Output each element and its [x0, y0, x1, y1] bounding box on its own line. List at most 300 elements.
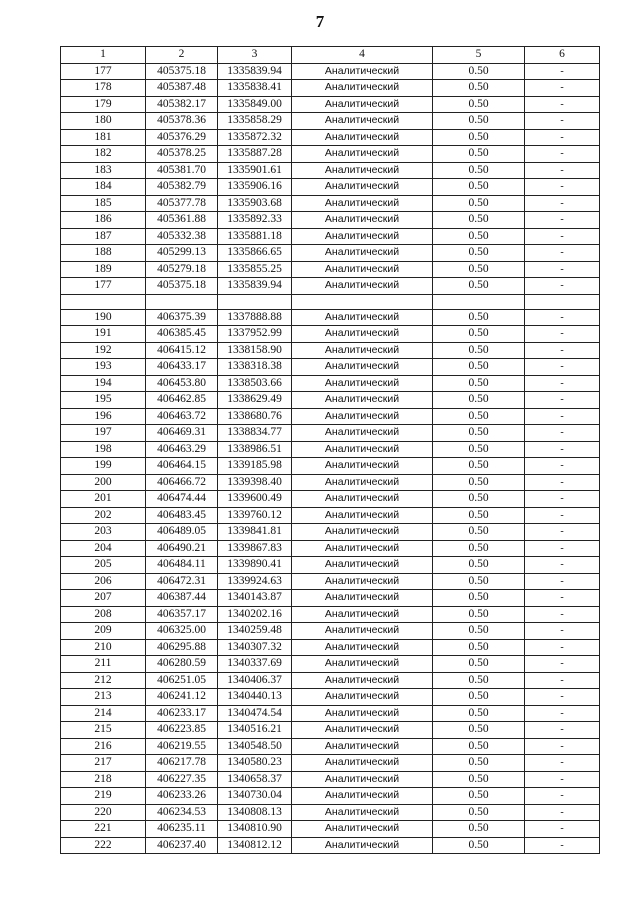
- header-cell: 5: [433, 47, 525, 64]
- table-row: [61, 212, 600, 229]
- x-coordinate-cell: 406463.29: [146, 441, 218, 458]
- note-cell: -: [525, 821, 600, 838]
- y-coordinate-cell: 1338629.49: [218, 392, 292, 409]
- method-cell: Аналитический: [292, 837, 433, 854]
- table-row: [61, 326, 600, 343]
- error-cell: 0.50: [433, 524, 525, 541]
- table-row: [61, 261, 600, 278]
- error-cell: 0.50: [433, 623, 525, 640]
- empty-cell: [218, 294, 292, 309]
- y-coordinate-cell: 1339185.98: [218, 458, 292, 475]
- x-coordinate-cell: 405382.79: [146, 179, 218, 196]
- y-coordinate-cell: 1339398.40: [218, 474, 292, 491]
- y-coordinate-cell: 1339600.49: [218, 491, 292, 508]
- method-cell: Аналитический: [292, 672, 433, 689]
- point-number-cell: 199: [61, 458, 146, 475]
- y-coordinate-cell: 1340810.90: [218, 821, 292, 838]
- method-cell: Аналитический: [292, 228, 433, 245]
- table-row: [61, 80, 600, 97]
- x-coordinate-cell: 406462.85: [146, 392, 218, 409]
- method-cell: Аналитический: [292, 342, 433, 359]
- x-coordinate-cell: 406463.72: [146, 408, 218, 425]
- y-coordinate-cell: 1340548.50: [218, 738, 292, 755]
- error-cell: 0.50: [433, 788, 525, 805]
- x-coordinate-cell: 406219.55: [146, 738, 218, 755]
- table-row: [61, 804, 600, 821]
- table-row: [61, 342, 600, 359]
- table-row: [61, 491, 600, 508]
- point-number-cell: 188: [61, 245, 146, 262]
- error-cell: 0.50: [433, 309, 525, 326]
- point-number-cell: 219: [61, 788, 146, 805]
- table-row: [61, 195, 600, 212]
- table-row: [61, 590, 600, 607]
- error-cell: 0.50: [433, 573, 525, 590]
- point-number-cell: 178: [61, 80, 146, 97]
- method-cell: Аналитический: [292, 755, 433, 772]
- coordinates-table: [60, 46, 600, 854]
- x-coordinate-cell: 405332.38: [146, 228, 218, 245]
- x-coordinate-cell: 406464.15: [146, 458, 218, 475]
- error-cell: 0.50: [433, 821, 525, 838]
- method-cell: Аналитический: [292, 441, 433, 458]
- table-row: [61, 672, 600, 689]
- point-number-cell: 187: [61, 228, 146, 245]
- method-cell: Аналитический: [292, 524, 433, 541]
- y-coordinate-cell: 1340474.54: [218, 705, 292, 722]
- note-cell: -: [525, 590, 600, 607]
- page-number: 7: [315, 12, 325, 31]
- x-coordinate-cell: 406295.88: [146, 639, 218, 656]
- point-number-cell: 186: [61, 212, 146, 229]
- x-coordinate-cell: 406223.85: [146, 722, 218, 739]
- table-row: [61, 788, 600, 805]
- note-cell: -: [525, 278, 600, 295]
- error-cell: 0.50: [433, 491, 525, 508]
- method-cell: Аналитический: [292, 129, 433, 146]
- x-coordinate-cell: 405299.13: [146, 245, 218, 262]
- table-row: [61, 408, 600, 425]
- note-cell: -: [525, 837, 600, 854]
- method-cell: Аналитический: [292, 689, 433, 706]
- error-cell: 0.50: [433, 507, 525, 524]
- point-number-cell: 217: [61, 755, 146, 772]
- x-coordinate-cell: 406433.17: [146, 359, 218, 376]
- point-number-cell: 192: [61, 342, 146, 359]
- point-number-cell: 214: [61, 705, 146, 722]
- error-cell: 0.50: [433, 113, 525, 130]
- point-number-cell: 203: [61, 524, 146, 541]
- method-cell: Аналитический: [292, 458, 433, 475]
- method-cell: Аналитический: [292, 392, 433, 409]
- point-number-cell: 189: [61, 261, 146, 278]
- error-cell: 0.50: [433, 606, 525, 623]
- table-row: [61, 507, 600, 524]
- header-cell: 1: [61, 47, 146, 64]
- note-cell: -: [525, 573, 600, 590]
- note-cell: -: [525, 441, 600, 458]
- note-cell: -: [525, 474, 600, 491]
- method-cell: Аналитический: [292, 278, 433, 295]
- note-cell: -: [525, 113, 600, 130]
- table-row: [61, 573, 600, 590]
- error-cell: 0.50: [433, 425, 525, 442]
- method-cell: Аналитический: [292, 623, 433, 640]
- table-row: [61, 524, 600, 541]
- x-coordinate-cell: 405376.29: [146, 129, 218, 146]
- error-cell: 0.50: [433, 639, 525, 656]
- point-number-cell: 218: [61, 771, 146, 788]
- point-number-cell: 196: [61, 408, 146, 425]
- y-coordinate-cell: 1335866.65: [218, 245, 292, 262]
- x-coordinate-cell: 406233.17: [146, 705, 218, 722]
- point-number-cell: 180: [61, 113, 146, 130]
- y-coordinate-cell: 1340808.13: [218, 804, 292, 821]
- note-cell: -: [525, 524, 600, 541]
- note-cell: -: [525, 804, 600, 821]
- table-row: [61, 278, 600, 295]
- error-cell: 0.50: [433, 689, 525, 706]
- note-cell: -: [525, 162, 600, 179]
- empty-cell: [61, 294, 146, 309]
- error-cell: 0.50: [433, 80, 525, 97]
- y-coordinate-cell: 1340202.16: [218, 606, 292, 623]
- note-cell: -: [525, 359, 600, 376]
- x-coordinate-cell: 406375.39: [146, 309, 218, 326]
- y-coordinate-cell: 1338680.76: [218, 408, 292, 425]
- method-cell: Аналитический: [292, 63, 433, 80]
- x-coordinate-cell: 406217.78: [146, 755, 218, 772]
- x-coordinate-cell: 405378.25: [146, 146, 218, 163]
- error-cell: 0.50: [433, 261, 525, 278]
- note-cell: -: [525, 458, 600, 475]
- header-cell: 4: [292, 47, 433, 64]
- x-coordinate-cell: 405375.18: [146, 278, 218, 295]
- table-row: [61, 392, 600, 409]
- table-row: [61, 557, 600, 574]
- error-cell: 0.50: [433, 212, 525, 229]
- x-coordinate-cell: 406385.45: [146, 326, 218, 343]
- method-cell: Аналитический: [292, 491, 433, 508]
- table-row: [61, 309, 600, 326]
- point-number-cell: 179: [61, 96, 146, 113]
- method-cell: Аналитический: [292, 113, 433, 130]
- group-separator-row: [61, 294, 600, 309]
- y-coordinate-cell: 1338318.38: [218, 359, 292, 376]
- point-number-cell: 210: [61, 639, 146, 656]
- x-coordinate-cell: 405279.18: [146, 261, 218, 278]
- table-row: [61, 441, 600, 458]
- x-coordinate-cell: 406490.21: [146, 540, 218, 557]
- x-coordinate-cell: 406474.44: [146, 491, 218, 508]
- x-coordinate-cell: 406357.17: [146, 606, 218, 623]
- table-row: [61, 606, 600, 623]
- table-row: [61, 96, 600, 113]
- table-row: [61, 771, 600, 788]
- error-cell: 0.50: [433, 278, 525, 295]
- x-coordinate-cell: 406233.26: [146, 788, 218, 805]
- table-body: [61, 63, 600, 854]
- note-cell: -: [525, 228, 600, 245]
- point-number-cell: 222: [61, 837, 146, 854]
- method-cell: Аналитический: [292, 375, 433, 392]
- error-cell: 0.50: [433, 245, 525, 262]
- method-cell: Аналитический: [292, 326, 433, 343]
- error-cell: 0.50: [433, 375, 525, 392]
- y-coordinate-cell: 1340406.37: [218, 672, 292, 689]
- note-cell: -: [525, 738, 600, 755]
- x-coordinate-cell: 406227.35: [146, 771, 218, 788]
- point-number-cell: 211: [61, 656, 146, 673]
- note-cell: -: [525, 491, 600, 508]
- point-number-cell: 190: [61, 309, 146, 326]
- error-cell: 0.50: [433, 705, 525, 722]
- point-number-cell: 221: [61, 821, 146, 838]
- method-cell: Аналитический: [292, 309, 433, 326]
- error-cell: 0.50: [433, 804, 525, 821]
- method-cell: Аналитический: [292, 179, 433, 196]
- point-number-cell: 183: [61, 162, 146, 179]
- note-cell: -: [525, 63, 600, 80]
- table-row: [61, 738, 600, 755]
- note-cell: -: [525, 722, 600, 739]
- method-cell: Аналитический: [292, 474, 433, 491]
- method-cell: Аналитический: [292, 788, 433, 805]
- table-row: [61, 458, 600, 475]
- note-cell: -: [525, 326, 600, 343]
- x-coordinate-cell: 406453.80: [146, 375, 218, 392]
- empty-cell: [525, 294, 600, 309]
- table-row: [61, 228, 600, 245]
- table-row: [61, 474, 600, 491]
- table-row: [61, 162, 600, 179]
- point-number-cell: 185: [61, 195, 146, 212]
- table-row: [61, 245, 600, 262]
- table-row: [61, 375, 600, 392]
- note-cell: -: [525, 212, 600, 229]
- table-header-row: [61, 47, 600, 64]
- point-number-cell: 216: [61, 738, 146, 755]
- note-cell: -: [525, 80, 600, 97]
- point-number-cell: 202: [61, 507, 146, 524]
- note-cell: -: [525, 623, 600, 640]
- y-coordinate-cell: 1340440.13: [218, 689, 292, 706]
- method-cell: Аналитический: [292, 656, 433, 673]
- y-coordinate-cell: 1337952.99: [218, 326, 292, 343]
- point-number-cell: 200: [61, 474, 146, 491]
- error-cell: 0.50: [433, 738, 525, 755]
- method-cell: Аналитический: [292, 507, 433, 524]
- point-number-cell: 177: [61, 278, 146, 295]
- method-cell: Аналитический: [292, 705, 433, 722]
- table-row: [61, 63, 600, 80]
- y-coordinate-cell: 1335872.32: [218, 129, 292, 146]
- x-coordinate-cell: 405378.36: [146, 113, 218, 130]
- y-coordinate-cell: 1335901.61: [218, 162, 292, 179]
- method-cell: Аналитический: [292, 146, 433, 163]
- table-row: [61, 656, 600, 673]
- y-coordinate-cell: 1340730.04: [218, 788, 292, 805]
- x-coordinate-cell: 405387.48: [146, 80, 218, 97]
- y-coordinate-cell: 1339867.83: [218, 540, 292, 557]
- table-row: [61, 837, 600, 854]
- note-cell: -: [525, 656, 600, 673]
- y-coordinate-cell: 1339760.12: [218, 507, 292, 524]
- header-cell: 3: [218, 47, 292, 64]
- point-number-cell: 208: [61, 606, 146, 623]
- y-coordinate-cell: 1335839.94: [218, 63, 292, 80]
- point-number-cell: 220: [61, 804, 146, 821]
- table-row: [61, 639, 600, 656]
- table-row: [61, 755, 600, 772]
- x-coordinate-cell: 406415.12: [146, 342, 218, 359]
- point-number-cell: 177: [61, 63, 146, 80]
- note-cell: -: [525, 342, 600, 359]
- error-cell: 0.50: [433, 557, 525, 574]
- point-number-cell: 215: [61, 722, 146, 739]
- method-cell: Аналитический: [292, 96, 433, 113]
- point-number-cell: 197: [61, 425, 146, 442]
- y-coordinate-cell: 1338834.77: [218, 425, 292, 442]
- note-cell: -: [525, 195, 600, 212]
- x-coordinate-cell: 406325.00: [146, 623, 218, 640]
- empty-cell: [292, 294, 433, 309]
- error-cell: 0.50: [433, 590, 525, 607]
- error-cell: 0.50: [433, 656, 525, 673]
- x-coordinate-cell: 406237.40: [146, 837, 218, 854]
- point-number-cell: 198: [61, 441, 146, 458]
- y-coordinate-cell: 1340580.23: [218, 755, 292, 772]
- table-row: [61, 705, 600, 722]
- y-coordinate-cell: 1335858.29: [218, 113, 292, 130]
- y-coordinate-cell: 1339890.41: [218, 557, 292, 574]
- note-cell: -: [525, 146, 600, 163]
- y-coordinate-cell: 1339841.81: [218, 524, 292, 541]
- x-coordinate-cell: 405361.88: [146, 212, 218, 229]
- method-cell: Аналитический: [292, 606, 433, 623]
- point-number-cell: 184: [61, 179, 146, 196]
- method-cell: Аналитический: [292, 261, 433, 278]
- note-cell: -: [525, 507, 600, 524]
- y-coordinate-cell: 1337888.88: [218, 309, 292, 326]
- y-coordinate-cell: 1338986.51: [218, 441, 292, 458]
- method-cell: Аналитический: [292, 573, 433, 590]
- method-cell: Аналитический: [292, 162, 433, 179]
- error-cell: 0.50: [433, 771, 525, 788]
- y-coordinate-cell: 1340307.32: [218, 639, 292, 656]
- table-row: [61, 540, 600, 557]
- point-number-cell: 181: [61, 129, 146, 146]
- point-number-cell: 194: [61, 375, 146, 392]
- x-coordinate-cell: 406251.05: [146, 672, 218, 689]
- method-cell: Аналитический: [292, 425, 433, 442]
- table-row: [61, 689, 600, 706]
- error-cell: 0.50: [433, 408, 525, 425]
- note-cell: -: [525, 179, 600, 196]
- point-number-cell: 182: [61, 146, 146, 163]
- y-coordinate-cell: 1339924.63: [218, 573, 292, 590]
- error-cell: 0.50: [433, 228, 525, 245]
- x-coordinate-cell: 406387.44: [146, 590, 218, 607]
- y-coordinate-cell: 1340337.69: [218, 656, 292, 673]
- method-cell: Аналитический: [292, 212, 433, 229]
- method-cell: Аналитический: [292, 590, 433, 607]
- point-number-cell: 207: [61, 590, 146, 607]
- note-cell: -: [525, 540, 600, 557]
- x-coordinate-cell: 406466.72: [146, 474, 218, 491]
- y-coordinate-cell: 1335849.00: [218, 96, 292, 113]
- error-cell: 0.50: [433, 672, 525, 689]
- point-number-cell: 195: [61, 392, 146, 409]
- x-coordinate-cell: 405377.78: [146, 195, 218, 212]
- y-coordinate-cell: 1338503.66: [218, 375, 292, 392]
- error-cell: 0.50: [433, 63, 525, 80]
- note-cell: -: [525, 639, 600, 656]
- y-coordinate-cell: 1335887.28: [218, 146, 292, 163]
- method-cell: Аналитический: [292, 359, 433, 376]
- point-number-cell: 209: [61, 623, 146, 640]
- y-coordinate-cell: 1335855.25: [218, 261, 292, 278]
- header-cell: 2: [146, 47, 218, 64]
- method-cell: Аналитический: [292, 245, 433, 262]
- table-row: [61, 425, 600, 442]
- note-cell: -: [525, 755, 600, 772]
- note-cell: -: [525, 672, 600, 689]
- note-cell: -: [525, 771, 600, 788]
- note-cell: -: [525, 392, 600, 409]
- point-number-cell: 191: [61, 326, 146, 343]
- point-number-cell: 213: [61, 689, 146, 706]
- y-coordinate-cell: 1340143.87: [218, 590, 292, 607]
- error-cell: 0.50: [433, 129, 525, 146]
- x-coordinate-cell: 406484.11: [146, 557, 218, 574]
- error-cell: 0.50: [433, 837, 525, 854]
- error-cell: 0.50: [433, 146, 525, 163]
- y-coordinate-cell: 1335881.18: [218, 228, 292, 245]
- method-cell: Аналитический: [292, 195, 433, 212]
- point-number-cell: 201: [61, 491, 146, 508]
- x-coordinate-cell: 406469.31: [146, 425, 218, 442]
- x-coordinate-cell: 406241.12: [146, 689, 218, 706]
- method-cell: Аналитический: [292, 771, 433, 788]
- error-cell: 0.50: [433, 195, 525, 212]
- x-coordinate-cell: 406235.11: [146, 821, 218, 838]
- method-cell: Аналитический: [292, 408, 433, 425]
- empty-cell: [433, 294, 525, 309]
- table-row: [61, 722, 600, 739]
- error-cell: 0.50: [433, 326, 525, 343]
- point-number-cell: 193: [61, 359, 146, 376]
- method-cell: Аналитический: [292, 80, 433, 97]
- method-cell: Аналитический: [292, 804, 433, 821]
- x-coordinate-cell: 406483.45: [146, 507, 218, 524]
- note-cell: -: [525, 309, 600, 326]
- y-coordinate-cell: 1335906.16: [218, 179, 292, 196]
- note-cell: -: [525, 96, 600, 113]
- error-cell: 0.50: [433, 458, 525, 475]
- point-number-cell: 205: [61, 557, 146, 574]
- y-coordinate-cell: 1340658.37: [218, 771, 292, 788]
- note-cell: -: [525, 788, 600, 805]
- empty-cell: [146, 294, 218, 309]
- error-cell: 0.50: [433, 392, 525, 409]
- error-cell: 0.50: [433, 96, 525, 113]
- error-cell: 0.50: [433, 359, 525, 376]
- x-coordinate-cell: 405375.18: [146, 63, 218, 80]
- error-cell: 0.50: [433, 474, 525, 491]
- y-coordinate-cell: 1338158.90: [218, 342, 292, 359]
- table-row: [61, 179, 600, 196]
